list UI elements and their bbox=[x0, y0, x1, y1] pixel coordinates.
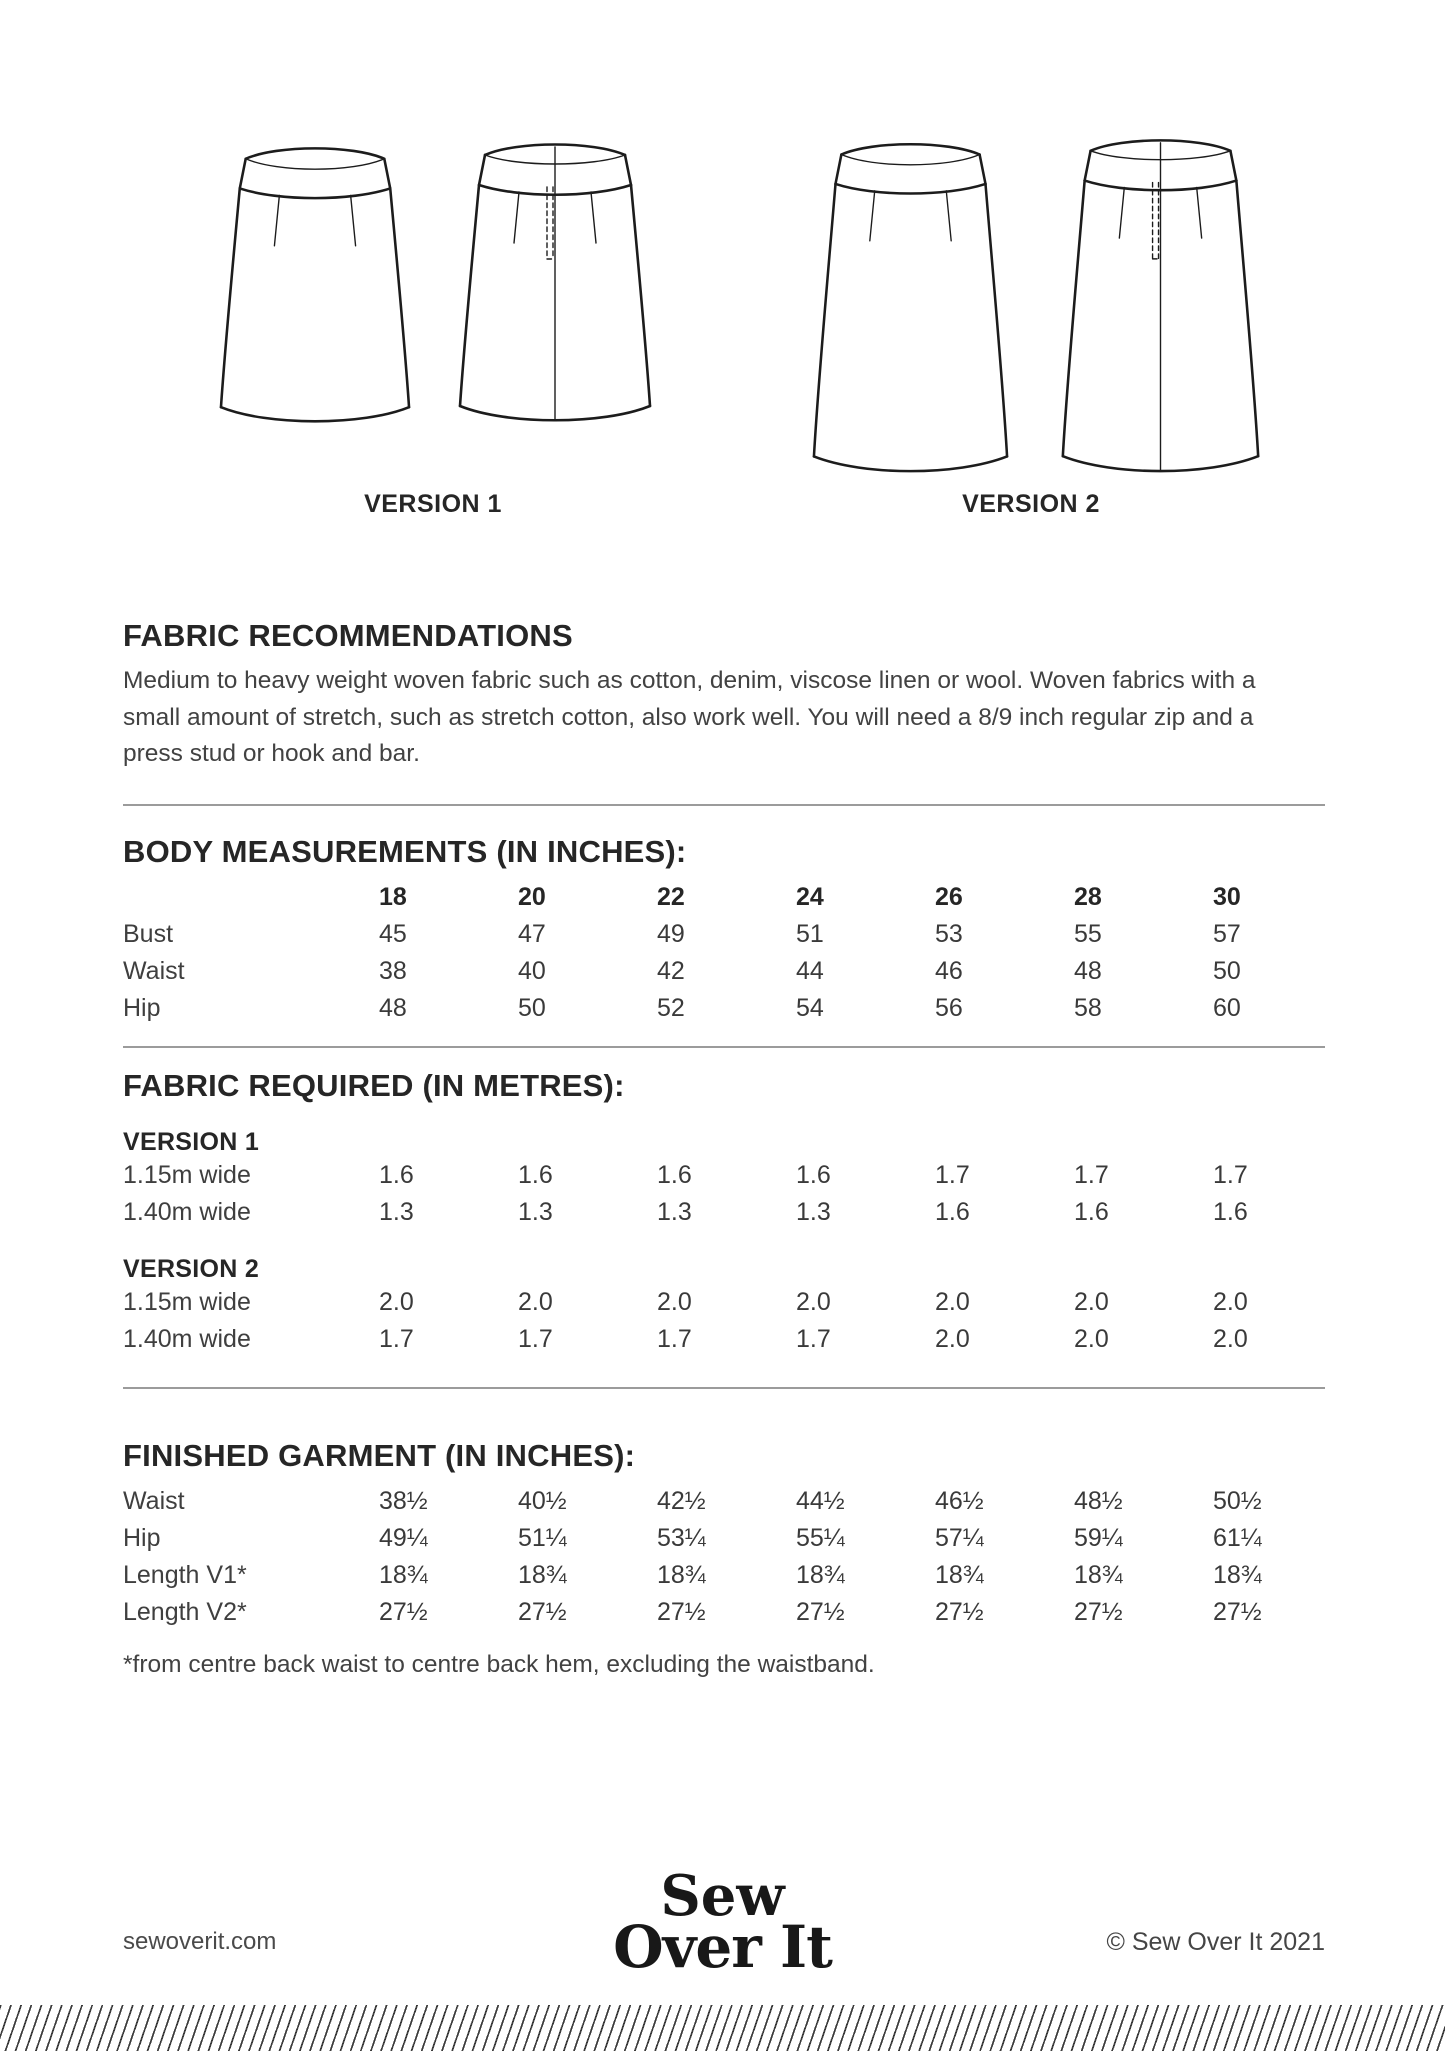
measurement-cell: 40 bbox=[518, 957, 546, 985]
fabric-cell: 1.7 bbox=[379, 1325, 414, 1353]
finished-cell: 49¼ bbox=[379, 1524, 428, 1552]
measurement-cell: 44 bbox=[796, 957, 824, 985]
table-row bbox=[123, 1598, 1353, 1635]
fabric-cell: 1.3 bbox=[657, 1198, 692, 1226]
fabric-cell: 2.0 bbox=[1074, 1325, 1109, 1353]
skirt-version2-front-drawing bbox=[808, 131, 1013, 479]
finished-cell: 27½ bbox=[1074, 1598, 1123, 1626]
row-label: Hip bbox=[123, 994, 161, 1022]
logo-line2: Over It bbox=[613, 1913, 832, 1981]
measurement-cell: 52 bbox=[657, 994, 685, 1022]
finished-cell: 18¾ bbox=[1213, 1561, 1262, 1589]
fabric-recommendations-heading: FABRIC RECOMMENDATIONS bbox=[123, 618, 573, 653]
measurement-cell: 54 bbox=[796, 994, 824, 1022]
finished-cell: 55¼ bbox=[796, 1524, 845, 1552]
finished-cell: 46½ bbox=[935, 1487, 984, 1515]
skirt-version1-front-drawing bbox=[215, 135, 415, 427]
fabric-cell: 1.7 bbox=[935, 1161, 970, 1189]
row-label: 1.40m wide bbox=[123, 1325, 251, 1353]
fabric-cell: 2.0 bbox=[657, 1288, 692, 1316]
row-label: 1.40m wide bbox=[123, 1198, 251, 1226]
measurement-cell: 45 bbox=[379, 920, 407, 948]
website-text: sewoverit.com bbox=[123, 1928, 277, 1955]
fabric-cell: 2.0 bbox=[1213, 1325, 1248, 1353]
fabric-cell: 1.6 bbox=[935, 1198, 970, 1226]
row-label: Length V1* bbox=[123, 1561, 247, 1589]
finished-cell: 27½ bbox=[379, 1598, 428, 1626]
table-row bbox=[123, 1487, 1353, 1524]
finished-cell: 40½ bbox=[518, 1487, 567, 1515]
finished-cell: 27½ bbox=[1213, 1598, 1262, 1626]
finished-cell: 50½ bbox=[1213, 1487, 1262, 1515]
table-row bbox=[123, 1325, 1353, 1362]
table-row bbox=[123, 957, 1353, 994]
measurement-cell: 58 bbox=[1074, 994, 1102, 1022]
body-measurements-section bbox=[123, 834, 1353, 1031]
fabric-cell: 1.6 bbox=[1213, 1198, 1248, 1226]
finished-cell: 27½ bbox=[518, 1598, 567, 1626]
measurement-cell: 48 bbox=[379, 994, 407, 1022]
measurement-cell: 53 bbox=[935, 920, 963, 948]
fabric-cell: 1.3 bbox=[379, 1198, 414, 1226]
fabric-cell: 2.0 bbox=[518, 1288, 553, 1316]
table-row bbox=[123, 1524, 1353, 1561]
finished-cell: 18¾ bbox=[796, 1561, 845, 1589]
finished-cell: 38½ bbox=[379, 1487, 428, 1515]
fabric-cell: 1.6 bbox=[518, 1161, 553, 1189]
section-divider bbox=[123, 1387, 1325, 1389]
version1-label: VERSION 1 bbox=[364, 490, 502, 518]
fabric-cell: 2.0 bbox=[1074, 1288, 1109, 1316]
finished-cell: 42½ bbox=[657, 1487, 706, 1515]
fabric-cell: 2.0 bbox=[379, 1288, 414, 1316]
fabric-cell: 2.0 bbox=[935, 1325, 970, 1353]
finished-cell: 59¼ bbox=[1074, 1524, 1123, 1552]
finished-cell: 27½ bbox=[657, 1598, 706, 1626]
fabric-required-section bbox=[123, 1068, 1353, 1362]
finished-cell: 18¾ bbox=[657, 1561, 706, 1589]
table-row bbox=[123, 994, 1353, 1031]
finished-cell: 18¾ bbox=[379, 1561, 428, 1589]
row-label: Length V2* bbox=[123, 1598, 247, 1626]
finished-cell: 48½ bbox=[1074, 1487, 1123, 1515]
measurement-cell: 60 bbox=[1213, 994, 1241, 1022]
size-cell: 26 bbox=[935, 883, 963, 911]
measurement-cell: 49 bbox=[657, 920, 685, 948]
fabric-cell: 1.6 bbox=[796, 1161, 831, 1189]
finished-cell: 61¼ bbox=[1213, 1524, 1262, 1552]
measurement-cell: 38 bbox=[379, 957, 407, 985]
fabric-cell: 1.7 bbox=[1213, 1161, 1248, 1189]
fabric-cell: 1.3 bbox=[518, 1198, 553, 1226]
fabric-cell: 1.7 bbox=[1074, 1161, 1109, 1189]
fabric-cell: 1.3 bbox=[796, 1198, 831, 1226]
measurement-cell: 47 bbox=[518, 920, 546, 948]
finished-cell: 18¾ bbox=[1074, 1561, 1123, 1589]
size-cell: 22 bbox=[657, 883, 685, 911]
section-divider bbox=[123, 1046, 1325, 1048]
fabric-cell: 1.6 bbox=[1074, 1198, 1109, 1226]
fabric-cell: 2.0 bbox=[1213, 1288, 1248, 1316]
table-row bbox=[123, 1288, 1353, 1325]
finished-cell: 27½ bbox=[796, 1598, 845, 1626]
measurement-cell: 48 bbox=[1074, 957, 1102, 985]
finished-cell: 51¼ bbox=[518, 1524, 567, 1552]
measurement-cell: 51 bbox=[796, 920, 824, 948]
table-row bbox=[123, 920, 1353, 957]
table-row bbox=[123, 1198, 1353, 1235]
table-row bbox=[123, 1161, 1353, 1198]
size-cell: 20 bbox=[518, 883, 546, 911]
finished-cell: 53¼ bbox=[657, 1524, 706, 1552]
size-cell: 28 bbox=[1074, 883, 1102, 911]
row-label: 1.15m wide bbox=[123, 1288, 251, 1316]
measurement-cell: 55 bbox=[1074, 920, 1102, 948]
measurement-cell: 50 bbox=[518, 994, 546, 1022]
hatched-border bbox=[0, 2005, 1445, 2051]
measurement-cell: 56 bbox=[935, 994, 963, 1022]
fabric-cell: 1.7 bbox=[796, 1325, 831, 1353]
fabric-cell: 2.0 bbox=[796, 1288, 831, 1316]
measurement-cell: 57 bbox=[1213, 920, 1241, 948]
size-header-row bbox=[123, 883, 1353, 920]
row-label: 1.15m wide bbox=[123, 1161, 251, 1189]
size-cell: 18 bbox=[379, 883, 407, 911]
fabric-cell: 2.0 bbox=[935, 1288, 970, 1316]
fabric-cell: 1.7 bbox=[518, 1325, 553, 1353]
section-divider bbox=[123, 804, 1325, 806]
finished-garment-heading: FINISHED GARMENT (IN INCHES): bbox=[123, 1438, 636, 1473]
measurement-cell: 42 bbox=[657, 957, 685, 985]
fabric-required-version1-label: VERSION 1 bbox=[123, 1128, 260, 1156]
skirt-version1-back-drawing bbox=[455, 131, 655, 426]
finished-garment-section bbox=[123, 1438, 1353, 1679]
finished-cell: 18¾ bbox=[935, 1561, 984, 1589]
fabric-required-version2-label: VERSION 2 bbox=[123, 1255, 260, 1283]
row-label: Waist bbox=[123, 957, 185, 985]
finished-garment-footnote: *from centre back waist to centre back hem, excluding the waistband. bbox=[123, 1651, 875, 1678]
size-cell: 24 bbox=[796, 883, 824, 911]
fabric-required-heading: FABRIC REQUIRED (IN METRES): bbox=[123, 1068, 625, 1103]
row-label: Bust bbox=[123, 920, 174, 948]
measurement-cell: 46 bbox=[935, 957, 963, 985]
measurement-cell: 50 bbox=[1213, 957, 1241, 985]
finished-cell: 44½ bbox=[796, 1487, 845, 1515]
finished-cell: 57¼ bbox=[935, 1524, 984, 1552]
fabric-cell: 1.6 bbox=[379, 1161, 414, 1189]
fabric-recommendations-text: Medium to heavy weight woven fabric such as cotton, denim, viscose linen or wool. Woven fabrics with a small amount of stretch, such as stretch cotton, also work well. You will need a 8/9 inch regular zip and a press stud or hook and bar. bbox=[123, 667, 1256, 767]
table-row bbox=[123, 1561, 1353, 1598]
row-label: Hip bbox=[123, 1524, 161, 1552]
copyright-text: © Sew Over It 2021 bbox=[1106, 1928, 1325, 1956]
body-measurements-heading: BODY MEASUREMENTS (IN INCHES): bbox=[123, 834, 687, 869]
version2-label: VERSION 2 bbox=[962, 490, 1100, 518]
size-cell: 30 bbox=[1213, 883, 1241, 911]
row-label: Waist bbox=[123, 1487, 185, 1515]
finished-cell: 27½ bbox=[935, 1598, 984, 1626]
sew-over-it-logo bbox=[613, 1863, 832, 1981]
logo-line1: Sew bbox=[660, 1863, 785, 1929]
fabric-recommendations-section bbox=[123, 618, 1308, 773]
fabric-cell: 1.6 bbox=[657, 1161, 692, 1189]
skirt-version2-back-drawing bbox=[1058, 127, 1263, 479]
finished-cell: 18¾ bbox=[518, 1561, 567, 1589]
fabric-cell: 1.7 bbox=[657, 1325, 692, 1353]
